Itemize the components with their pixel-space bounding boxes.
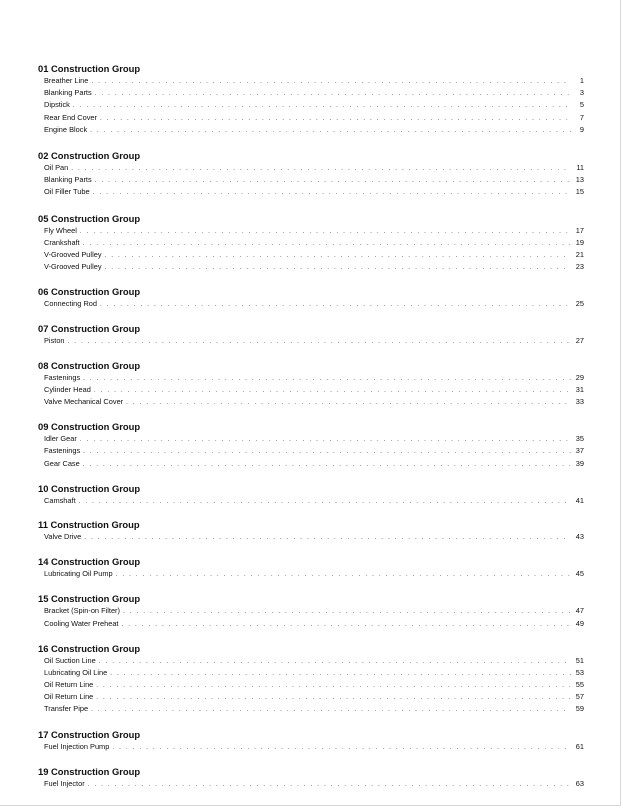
toc-entry-label[interactable]: Cylinder Head xyxy=(44,384,91,394)
toc-entry[interactable] xyxy=(44,618,584,630)
toc-entry-page-number: 25 xyxy=(575,299,584,309)
toc-group-title: 19 Construction Group xyxy=(38,765,141,777)
dot-leader xyxy=(84,532,571,544)
toc-group xyxy=(38,421,584,470)
dot-leader xyxy=(83,238,571,250)
toc-entry-label[interactable]: Connecting Rod xyxy=(44,299,98,309)
toc-entry-list xyxy=(38,655,584,716)
toc-entry-list xyxy=(38,741,584,753)
toc-entry-list xyxy=(38,75,584,136)
toc-entry-label[interactable]: Blanking Parts xyxy=(44,88,92,98)
toc-entry[interactable] xyxy=(44,124,584,136)
dot-leader xyxy=(83,373,571,385)
toc-entry[interactable] xyxy=(44,112,584,124)
toc-entry-label[interactable]: Oil Pan xyxy=(44,162,69,172)
toc-group xyxy=(38,643,584,716)
toc-entry-label[interactable]: Fuel Injector xyxy=(44,778,85,788)
dot-leader xyxy=(112,742,571,754)
toc-entry-page-number: 27 xyxy=(575,336,584,346)
dot-leader xyxy=(123,606,571,618)
dot-leader xyxy=(95,175,571,187)
toc-group xyxy=(38,63,584,136)
dot-leader xyxy=(91,704,571,716)
toc-entry[interactable] xyxy=(44,778,584,790)
toc-entry-label[interactable]: Oil Filler Tube xyxy=(44,187,90,197)
toc-entry-page-number: 1 xyxy=(579,76,584,85)
toc-entry-page-number: 43 xyxy=(575,531,584,541)
dot-leader xyxy=(71,163,571,175)
toc-group xyxy=(38,213,584,274)
toc-entry-page-number: 49 xyxy=(575,618,584,628)
toc-group-title: 07 Construction Group xyxy=(38,323,141,335)
toc-entry-label[interactable]: Oil Suction Line xyxy=(44,655,96,665)
toc-entry-page-number: 17 xyxy=(575,225,584,235)
toc-entry[interactable] xyxy=(44,703,584,715)
dot-leader xyxy=(80,226,571,238)
toc-entry-list xyxy=(38,433,584,470)
toc-group xyxy=(38,556,584,580)
toc-group xyxy=(38,766,584,790)
dot-leader xyxy=(110,668,571,680)
toc-entry-label[interactable]: Blanking Parts xyxy=(44,175,92,185)
table-of-contents xyxy=(38,50,584,790)
toc-entry-label[interactable]: Camshaft xyxy=(44,495,76,505)
toc-entry-label[interactable]: Lubricating Oil Line xyxy=(44,667,108,677)
toc-group-title: 06 Construction Group xyxy=(38,286,141,298)
toc-entry-page-number: 39 xyxy=(575,458,584,468)
toc-entry[interactable] xyxy=(44,225,584,237)
toc-entry[interactable] xyxy=(44,741,584,753)
toc-group xyxy=(38,483,584,507)
toc-entry-page-number: 59 xyxy=(575,704,584,714)
toc-entry-label[interactable]: Crankshaft xyxy=(44,237,80,247)
toc-entry-label[interactable]: Cooling Water Preheat xyxy=(44,618,119,628)
dot-leader xyxy=(116,569,571,581)
toc-entry[interactable] xyxy=(44,174,584,186)
toc-entry[interactable] xyxy=(44,679,584,691)
toc-group xyxy=(38,593,584,629)
toc-entry-label[interactable]: Engine Block xyxy=(44,124,88,134)
toc-group-title: 01 Construction Group xyxy=(38,63,141,74)
dot-leader xyxy=(126,397,571,409)
toc-group-title: 02 Construction Group xyxy=(38,149,141,161)
toc-entry-label[interactable]: Transfer Pipe xyxy=(44,704,89,714)
toc-entry[interactable] xyxy=(44,691,584,703)
toc-entry[interactable] xyxy=(44,433,584,445)
toc-entry-list xyxy=(38,495,584,507)
toc-group-title: 10 Construction Group xyxy=(38,482,141,494)
toc-entry-page-number: 41 xyxy=(575,495,584,505)
toc-entry[interactable] xyxy=(44,335,584,347)
toc-entry-label[interactable]: Valve Drive xyxy=(44,531,82,541)
toc-entry[interactable] xyxy=(44,372,584,384)
toc-entry-label[interactable]: Valve Mechanical Cover xyxy=(44,397,124,406)
dot-leader xyxy=(79,496,571,508)
toc-entry[interactable] xyxy=(44,87,584,99)
toc-entry-label[interactable]: V-Grooved Pulley xyxy=(44,249,102,259)
toc-entry-page-number: 61 xyxy=(575,741,584,751)
toc-entry-page-number: 53 xyxy=(575,667,584,677)
toc-entry-list xyxy=(38,335,584,347)
dot-leader xyxy=(91,76,571,88)
toc-entry[interactable] xyxy=(44,99,584,111)
toc-entry-label[interactable]: Dipstick xyxy=(44,100,70,110)
toc-group xyxy=(38,286,584,310)
toc-entry-list xyxy=(38,531,584,543)
toc-entry-label[interactable]: V-Grooved Pulley xyxy=(44,262,102,272)
toc-entry[interactable] xyxy=(44,298,584,310)
toc-entry-list xyxy=(38,298,584,310)
dot-leader xyxy=(83,446,571,458)
toc-entry[interactable] xyxy=(44,495,584,507)
toc-entry-label[interactable]: Fastenings xyxy=(44,446,81,456)
toc-group xyxy=(38,360,584,409)
toc-group xyxy=(38,519,584,543)
toc-group xyxy=(38,150,584,199)
dot-leader xyxy=(100,113,571,125)
toc-entry-label[interactable]: Lubricating Oil Pump xyxy=(44,569,113,579)
toc-entry-page-number: 45 xyxy=(575,569,584,579)
toc-entry-page-number: 33 xyxy=(575,397,584,406)
toc-entry-page-number: 31 xyxy=(575,384,584,394)
dot-leader xyxy=(80,434,571,446)
toc-entry-page-number: 5 xyxy=(579,100,584,110)
toc-entry-page-number: 35 xyxy=(575,434,584,444)
toc-entry-label[interactable]: Breather Line xyxy=(44,76,89,85)
toc-group-title: 05 Construction Group xyxy=(38,212,141,224)
toc-group-title: 14 Construction Group xyxy=(38,556,141,568)
toc-entry-list xyxy=(38,225,584,274)
toc-entry-page-number: 57 xyxy=(575,692,584,702)
toc-group-title: 11 Construction Group xyxy=(38,518,140,530)
dot-leader xyxy=(105,262,571,274)
toc-entry[interactable] xyxy=(44,261,584,273)
toc-entry-page-number: 11 xyxy=(576,162,584,172)
toc-entry-list xyxy=(38,162,584,199)
dot-leader xyxy=(99,656,571,668)
dot-leader xyxy=(95,88,571,100)
toc-group-title: 15 Construction Group xyxy=(38,593,141,605)
toc-entry-page-number: 3 xyxy=(579,88,584,98)
dot-leader xyxy=(83,459,571,471)
toc-entry-label[interactable]: Oil Return Line xyxy=(44,692,94,702)
dot-leader xyxy=(73,100,571,112)
dot-leader xyxy=(93,187,571,199)
dot-leader xyxy=(122,619,572,631)
toc-entry-page-number: 29 xyxy=(575,372,584,382)
toc-group-title: 17 Construction Group xyxy=(38,728,141,740)
toc-entry[interactable] xyxy=(44,655,584,667)
toc-entry-label[interactable]: Bracket (Spin-on Filter) xyxy=(44,606,120,616)
dot-leader xyxy=(94,385,571,397)
toc-entry-page-number: 21 xyxy=(575,249,584,259)
toc-entry[interactable] xyxy=(44,568,584,580)
toc-group-title: 08 Construction Group xyxy=(38,359,141,371)
dot-leader xyxy=(100,299,571,311)
toc-group xyxy=(38,729,584,753)
toc-entry-page-number: 19 xyxy=(575,237,584,247)
toc-entry-label[interactable]: Oil Return Line xyxy=(44,680,94,690)
dot-leader xyxy=(96,692,571,704)
toc-entry-label[interactable]: Rear End Cover xyxy=(44,112,97,122)
toc-entry-label[interactable]: Idler Gear xyxy=(44,434,77,444)
toc-group-title: 16 Construction Group xyxy=(38,642,141,654)
toc-entry-page-number: 55 xyxy=(575,680,584,690)
toc-entry-list xyxy=(38,778,584,790)
toc-entry-list xyxy=(38,605,584,629)
toc-entry-label[interactable]: Gear Case xyxy=(44,458,80,468)
toc-entry[interactable] xyxy=(44,396,584,408)
toc-group xyxy=(38,323,584,347)
toc-entry[interactable] xyxy=(44,384,584,396)
toc-entry[interactable] xyxy=(44,237,584,249)
toc-entry[interactable] xyxy=(44,605,584,617)
toc-group-title: 09 Construction Group xyxy=(38,421,141,433)
dot-leader xyxy=(88,779,571,791)
toc-entry[interactable] xyxy=(44,249,584,261)
toc-entry-page-number: 13 xyxy=(575,175,584,185)
toc-entry-label[interactable]: Fastenings xyxy=(44,372,81,382)
toc-entry-page-number: 51 xyxy=(575,655,584,665)
toc-entry-list xyxy=(38,568,584,580)
toc-entry-page-number: 7 xyxy=(579,112,584,122)
dot-leader xyxy=(105,250,571,262)
dot-leader xyxy=(68,336,571,348)
dot-leader xyxy=(96,680,571,692)
dot-leader xyxy=(90,125,571,137)
toc-entry[interactable] xyxy=(44,458,584,470)
toc-entry-list xyxy=(38,372,584,409)
toc-entry[interactable] xyxy=(44,531,584,543)
toc-entry[interactable] xyxy=(44,162,584,174)
toc-entry-label[interactable]: Piston xyxy=(44,336,65,346)
toc-entry-page-number: 23 xyxy=(575,262,584,272)
toc-entry-page-number: 63 xyxy=(575,778,584,788)
toc-entry[interactable] xyxy=(44,186,584,198)
toc-entry-page-number: 47 xyxy=(575,606,584,616)
toc-entry-label[interactable]: Fuel Injection Pump xyxy=(44,741,110,751)
toc-entry-page-number: 9 xyxy=(579,124,584,134)
toc-entry[interactable] xyxy=(44,445,584,457)
toc-entry-page-number: 37 xyxy=(575,446,584,456)
toc-entry[interactable] xyxy=(44,667,584,679)
toc-entry-page-number: 15 xyxy=(575,187,584,197)
toc-entry[interactable] xyxy=(44,75,584,87)
toc-entry-label[interactable]: Fly Wheel xyxy=(44,225,77,235)
